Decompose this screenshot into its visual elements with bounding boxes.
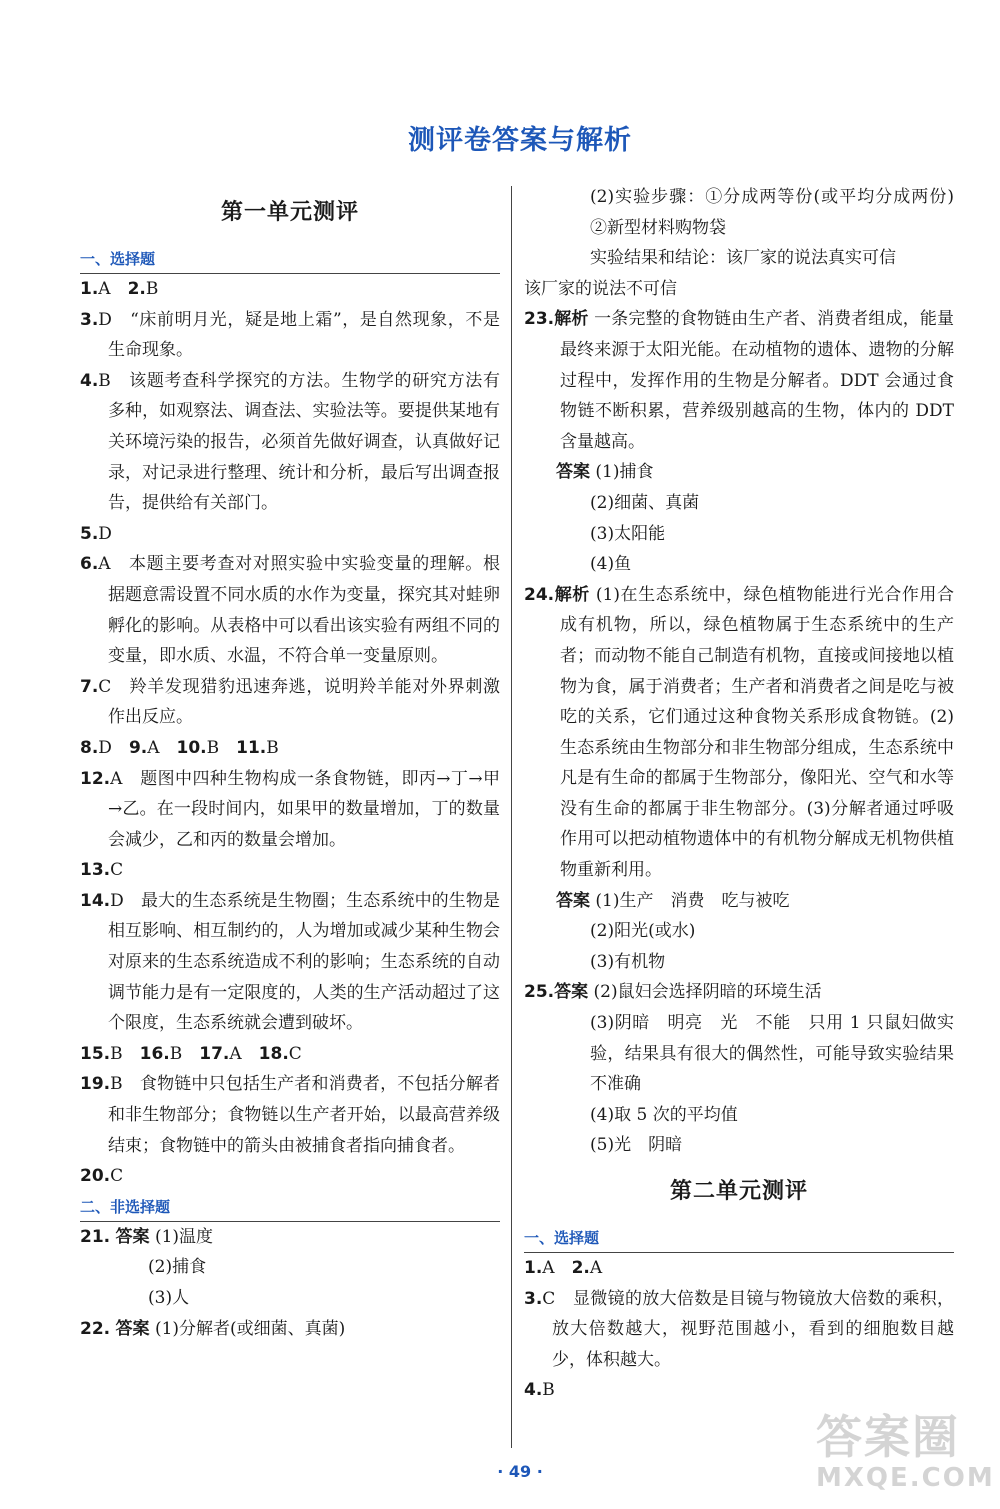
q-num: 12. xyxy=(80,768,111,789)
answer-5 xyxy=(80,519,500,550)
q-num: 16. xyxy=(139,1043,170,1064)
answer-label: 答案 xyxy=(115,1226,150,1247)
answer-13 xyxy=(80,855,500,886)
answer-23-a1 xyxy=(524,457,954,488)
answer-label: 答案 xyxy=(554,982,589,1003)
q-num: 1. xyxy=(524,1258,543,1278)
section-non-choice-heading: 二、非选择题 xyxy=(80,1192,500,1222)
q-text: B xyxy=(206,737,237,758)
q-text: B xyxy=(169,1043,200,1064)
q-text: A 本题主要考查对对照实验中实验变量的理解。根据题意需设置不同水质的水作为变量，探究其对蛙卵孵化的影响。从表格中可以看出该实验有两组不同的变量，即水质、水温，不符合单一变量原则。 xyxy=(98,554,500,667)
answer-7 xyxy=(80,672,500,733)
q-num: 6. xyxy=(80,554,99,575)
answer-23-a2: (2)细菌、真菌 xyxy=(590,492,700,513)
answer-25-a4: (4)取 5 次的平均值 xyxy=(590,1104,738,1125)
q-text: B 该题考查科学探究的方法。生物学的研究方法有多种，如观察法、调查法、实验法等。要提供某地有关环境污染的报告，必须首先做好调查，认真做好记录，对记录进行整理、统计和分析，最后写出调查报告，提供给有关部门。 xyxy=(98,370,500,514)
q-text: A xyxy=(589,1258,603,1278)
section-choice-heading: 一、选择题 xyxy=(80,244,500,274)
q-text: D xyxy=(98,737,129,758)
answer-22 xyxy=(80,1314,500,1345)
q-text: C xyxy=(110,1166,124,1187)
answer-25 xyxy=(524,977,954,1008)
q-text: B xyxy=(145,279,159,299)
unit2-answer-1-2 xyxy=(524,1253,954,1284)
answer-15-18 xyxy=(80,1039,500,1070)
answer-24 xyxy=(524,580,954,886)
answer-25-a3: (3)阴暗 明亮 光 不能 只用 1 只鼠妇做实验，结果具有很大的偶然性，可能导致实验结果不准确 xyxy=(590,1013,954,1095)
q-num: 21. xyxy=(80,1226,111,1247)
q-text: (2)鼠妇会选择阴暗的环境生活 xyxy=(593,982,822,1003)
answer-19 xyxy=(80,1069,500,1161)
q-num: 5. xyxy=(80,523,99,544)
unit2-answer-3 xyxy=(524,1284,954,1376)
q-num: 23. xyxy=(524,309,555,330)
q-text: D 最大的生态系统是生物圈；生态系统中的生物是相互影响、相互制约的，人为增加或减少某种生物会对原来的生态系统造成不利的影响；生态系统的自动调节能力是有一定限度的，人类的生产活动超过了这个限度，生态系统就会遭到破坏。 xyxy=(108,890,500,1034)
q-num: 18. xyxy=(258,1043,289,1064)
q-text: (1)捕食 xyxy=(595,462,654,483)
q-text: C 羚羊发现猎豹迅速奔逃，说明羚羊能对外界刺激作出反应。 xyxy=(98,676,500,728)
answer-14 xyxy=(80,886,500,1039)
q-text: (1)分解者(或细菌、真菌) xyxy=(154,1318,346,1339)
answer-20 xyxy=(80,1161,500,1192)
watermark-text: 答案圈 xyxy=(816,1410,960,1464)
watermark-url: MXQE.COM xyxy=(816,1463,995,1493)
q-text: B 食物链中只包括生产者和消费者，不包括分解者和非生物部分；食物链以生产者开始，以最高营养级结束；食物链中的箭头由被捕食者指向捕食者。 xyxy=(108,1074,500,1156)
q-num: 19. xyxy=(80,1074,111,1095)
q-num: 1. xyxy=(80,279,99,299)
right-column xyxy=(524,182,971,1406)
q-text: (1)温度 xyxy=(154,1226,214,1247)
answer-label: 答案 xyxy=(556,462,590,483)
q-num: 3. xyxy=(80,309,99,330)
q-num: 10. xyxy=(176,737,207,758)
answer-label: 答案 xyxy=(115,1318,150,1339)
answer-23 xyxy=(524,304,960,457)
q-text: A xyxy=(542,1258,572,1278)
answer-24-a1 xyxy=(524,886,954,917)
q-num: 8. xyxy=(80,737,99,758)
answer-12 xyxy=(80,764,500,856)
answer-24-a3: (3)有机物 xyxy=(590,951,666,972)
answer-22-result2: 该厂家的说法不可信 xyxy=(524,278,677,299)
q-num: 17. xyxy=(199,1043,230,1064)
answer-3 xyxy=(80,305,500,366)
unit-1-title: 第一单元测评 xyxy=(220,200,359,225)
q-num: 7. xyxy=(80,676,99,697)
answer-24-a2: (2)阳光(或水) xyxy=(590,921,696,942)
q-text: B xyxy=(110,1043,140,1064)
unit2-section-choice-heading: 一、选择题 xyxy=(524,1223,954,1253)
q-num: 4. xyxy=(524,1380,543,1401)
analysis-label: 解析 xyxy=(554,584,590,605)
unit-2-title: 第二单元测评 xyxy=(669,1179,808,1204)
left-column xyxy=(80,182,500,1344)
q-num: 14. xyxy=(80,890,111,911)
answer-22-step: (2)实验步骤：①分成两等份(或平均分成两份) ②新型材料购物袋 xyxy=(590,187,971,238)
q-num: 2. xyxy=(127,279,146,299)
answer-23-a4: (4)鱼 xyxy=(590,554,632,575)
answer-22-result: 实验结果和结论：该厂家的说法真实可信 xyxy=(590,248,896,269)
q-text: 一条完整的食物链由生产者、消费者组成，能量最终来源于太阳光能。在动植物的遗体、遗物的分解过程中，发挥作用的生物是分解者。DDT 会通过食物链不断积累，营养级别越高的生物，体内的 DDT 含量越高。 xyxy=(560,309,960,452)
q-text: A xyxy=(229,1043,259,1064)
q-num: 25. xyxy=(524,982,555,1003)
unit2-answer-4 xyxy=(524,1375,954,1406)
q-num: 11. xyxy=(236,737,267,758)
q-text: D xyxy=(98,523,112,544)
page-title: 测评卷答案与解析 xyxy=(408,125,632,156)
q-num: 22. xyxy=(80,1318,111,1339)
answer-21 xyxy=(80,1222,500,1253)
answer-8-11 xyxy=(80,733,500,764)
answer-25-a5: (5)光 阴暗 xyxy=(590,1135,683,1156)
q-num: 2. xyxy=(571,1258,590,1278)
q-text: A xyxy=(98,279,128,299)
q-text: D “床前明月光，疑是地上霜”，是自然现象，不是生命现象。 xyxy=(98,309,500,361)
q-text: C 显微镜的放大倍数是目镜与物镜放大倍数的乘积，放大倍数越大，视野范围越小，看到的细胞数目越少，体积越大。 xyxy=(542,1288,954,1370)
q-text: A xyxy=(147,737,177,758)
answer-21-part3: (3)人 xyxy=(148,1288,190,1308)
answer-label: 答案 xyxy=(556,890,590,911)
answer-1-2 xyxy=(80,274,500,305)
answer-23-a3: (3)太阳能 xyxy=(590,523,666,544)
analysis-label: 解析 xyxy=(554,309,589,330)
watermark-logo xyxy=(816,1410,995,1499)
q-text: C xyxy=(110,860,124,881)
q-text: B xyxy=(266,737,279,758)
column-divider xyxy=(511,186,512,1448)
q-text: C xyxy=(288,1043,302,1064)
q-num: 9. xyxy=(128,737,148,758)
q-num: 4. xyxy=(80,370,99,391)
page-number: · 49 · xyxy=(497,1462,543,1481)
answer-21-part2: (2)捕食 xyxy=(148,1257,207,1278)
answer-4 xyxy=(80,366,500,519)
answer-6 xyxy=(80,549,500,671)
q-num: 13. xyxy=(80,860,111,881)
q-text: (1)生产 消费 吃与被吃 xyxy=(595,890,790,911)
q-text: A 题图中四种生物构成一条食物链，即丙→丁→甲→乙。在一段时间内，如果甲的数量增加，丁的数量会减少，乙和丙的数量会增加。 xyxy=(108,768,500,850)
q-num: 15. xyxy=(80,1043,111,1064)
q-text: (1)在生态系统中，绿色植物能进行光合作用合成有机物，所以，绿色植物属于生态系统中的生产者；而动物不能自己制造有机物，直接或间接地以植物为食，属于消费者；生产者和消费者之间是吃与被吃的关系，它们通过这种食物关系形成食物链。(2)生态系统由生物部分和非生物部分组成，生态系统中凡是有生命的都属于生物部分，像阳光、空气和水等没有生命的都属于非生物部分。(3)分解者通过呼吸作用可以把动植物遗体中的有机物分解成无机物供植物重新利用。 xyxy=(560,584,955,881)
q-num: 3. xyxy=(524,1288,543,1309)
q-num: 24. xyxy=(524,584,555,605)
q-text: B xyxy=(542,1380,555,1401)
q-num: 20. xyxy=(80,1166,111,1187)
